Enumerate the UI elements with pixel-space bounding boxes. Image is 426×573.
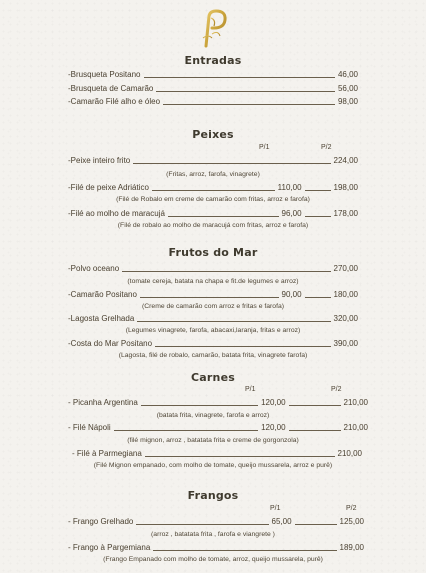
- menu-item: [68, 70, 358, 80]
- leader-line: [136, 523, 268, 525]
- item-name: -Camarão Filé alho e óleo: [68, 97, 161, 106]
- item-price-p1: 110,00: [277, 183, 302, 192]
- item-name: -Brusqueta Positano: [68, 70, 141, 79]
- menu-item: [68, 517, 364, 527]
- item-description: (Fritas, arroz, farofa, vinagrete): [166, 171, 260, 178]
- item-name: - Filé à Parmegiana: [72, 449, 142, 458]
- item-price-p2: 125,00: [339, 517, 364, 526]
- section-title-carnes: Carnes: [191, 371, 235, 384]
- item-price: 189,00: [339, 543, 364, 552]
- item-price: 98,00: [337, 97, 358, 106]
- column-header-p1: P/1: [270, 505, 281, 512]
- column-header-p1: P/1: [245, 386, 256, 393]
- column-header-p2: P/2: [346, 505, 357, 512]
- leader-line: [168, 215, 279, 217]
- item-name: -Filé de peixe Adriático: [68, 183, 149, 192]
- menu-item: [68, 314, 358, 324]
- menu-item: [68, 264, 358, 274]
- item-price-p1: 65,00: [271, 517, 292, 526]
- leader-line: [289, 404, 341, 406]
- item-name: -Filé ao molho de maracujá: [68, 209, 165, 218]
- item-price-p2: 180,00: [333, 290, 358, 299]
- item-price-p2: 210,00: [343, 398, 368, 407]
- leader-line: [289, 429, 341, 431]
- menu-item: [72, 449, 362, 459]
- menu-item: [68, 398, 368, 408]
- item-description: (arroz , batatata frita , farofa e viangrete ): [151, 531, 275, 538]
- item-description: (Filé de robalo ao molho de maracujá com fritas, arroz e farofa): [117, 222, 309, 229]
- restaurant-logo-icon: [198, 8, 230, 48]
- item-name: -Polvo oceano: [68, 264, 120, 273]
- item-description: (Filé de Robalo em creme de camarão com fritas, arroz e farofa): [116, 196, 310, 203]
- leader-line: [145, 455, 335, 457]
- leader-line: [305, 215, 331, 217]
- item-name: - Filé Nápoli: [68, 423, 111, 432]
- item-price-p1: 90,00: [281, 290, 302, 299]
- item-price: 270,00: [333, 264, 358, 273]
- section-title-entradas: Entradas: [184, 54, 242, 67]
- leader-line: [152, 189, 275, 191]
- item-name: -Lagosta Grelhada: [68, 314, 135, 323]
- item-description: (tomate cereja, batata na chapa e fit.de legumes e arroz): [127, 278, 299, 285]
- leader-line: [153, 549, 336, 551]
- menu-item: [68, 339, 358, 349]
- item-price-p2: 178,00: [333, 209, 358, 218]
- item-price: 224,00: [333, 156, 358, 165]
- item-price-p1: 120,00: [261, 398, 286, 407]
- menu-item: [68, 183, 358, 193]
- menu-item: [68, 97, 358, 107]
- menu-item: [68, 156, 358, 166]
- column-header-p2: P/2: [321, 144, 332, 151]
- menu-item: [68, 423, 368, 433]
- item-price: 46,00: [337, 70, 358, 79]
- item-description: (Creme de camarão com arroz e fritas e farofa): [141, 303, 285, 310]
- menu-item: [68, 290, 358, 300]
- item-price: 210,00: [337, 449, 362, 458]
- item-name: - Picanha Argentina: [68, 398, 138, 407]
- leader-line: [305, 296, 331, 298]
- leader-line: [305, 189, 331, 191]
- item-name: -Brusqueta de Camarão: [68, 84, 154, 93]
- section-title-frutos-do-mar: Frutos do Mar: [168, 246, 258, 259]
- leader-line: [141, 404, 258, 406]
- leader-line: [140, 296, 279, 298]
- item-description: (batata frita, vinagrete, farofa e arroz): [156, 412, 270, 419]
- leader-line: [155, 345, 330, 347]
- menu-item: [68, 209, 358, 219]
- item-price-p1: 120,00: [261, 423, 286, 432]
- item-description: (Frango Empanado com molho de tomate, arroz, queijo mussarela, purê): [103, 556, 323, 563]
- item-price-p1: 96,00: [281, 209, 302, 218]
- item-description: (Lagosta, filé de robalo, camarão, batata frita, vinagrete farofa): [118, 352, 308, 359]
- column-header-p2: P/2: [331, 386, 342, 393]
- item-description: (filé mignon, arroz , batatata frita e creme de gorgonzola): [127, 437, 299, 444]
- item-price-p2: 198,00: [333, 183, 358, 192]
- item-price: 56,00: [337, 84, 358, 93]
- leader-line: [133, 162, 330, 164]
- leader-line: [137, 320, 330, 322]
- leader-line: [156, 90, 335, 92]
- menu-item: [68, 543, 364, 553]
- item-name: - Frango à Pargemiana: [68, 543, 151, 552]
- item-name: -Camarão Positano: [68, 290, 137, 299]
- section-title-peixes: Peixes: [192, 128, 234, 141]
- menu-item: [68, 84, 358, 94]
- column-header-p1: P/1: [259, 144, 270, 151]
- item-price: 390,00: [333, 339, 358, 348]
- leader-line: [144, 76, 335, 78]
- item-price: 320,00: [333, 314, 358, 323]
- item-description: (Filé Mignon empanado, com molho de tomate, queijo mussarela, arroz e purê): [93, 462, 333, 469]
- leader-line: [122, 270, 330, 272]
- item-price-p2: 210,00: [343, 423, 368, 432]
- section-title-frangos: Frangos: [187, 489, 239, 502]
- item-name: - Frango Grelhado: [68, 517, 134, 526]
- item-description: (Legumes vinagrete, farofa, abacaxi,laranja, fritas e arroz): [125, 327, 301, 334]
- item-name: -Costa do Mar Positano: [68, 339, 153, 348]
- leader-line: [114, 429, 258, 431]
- item-name: -Peixe inteiro frito: [68, 156, 131, 165]
- leader-line: [295, 523, 337, 525]
- leader-line: [163, 103, 335, 105]
